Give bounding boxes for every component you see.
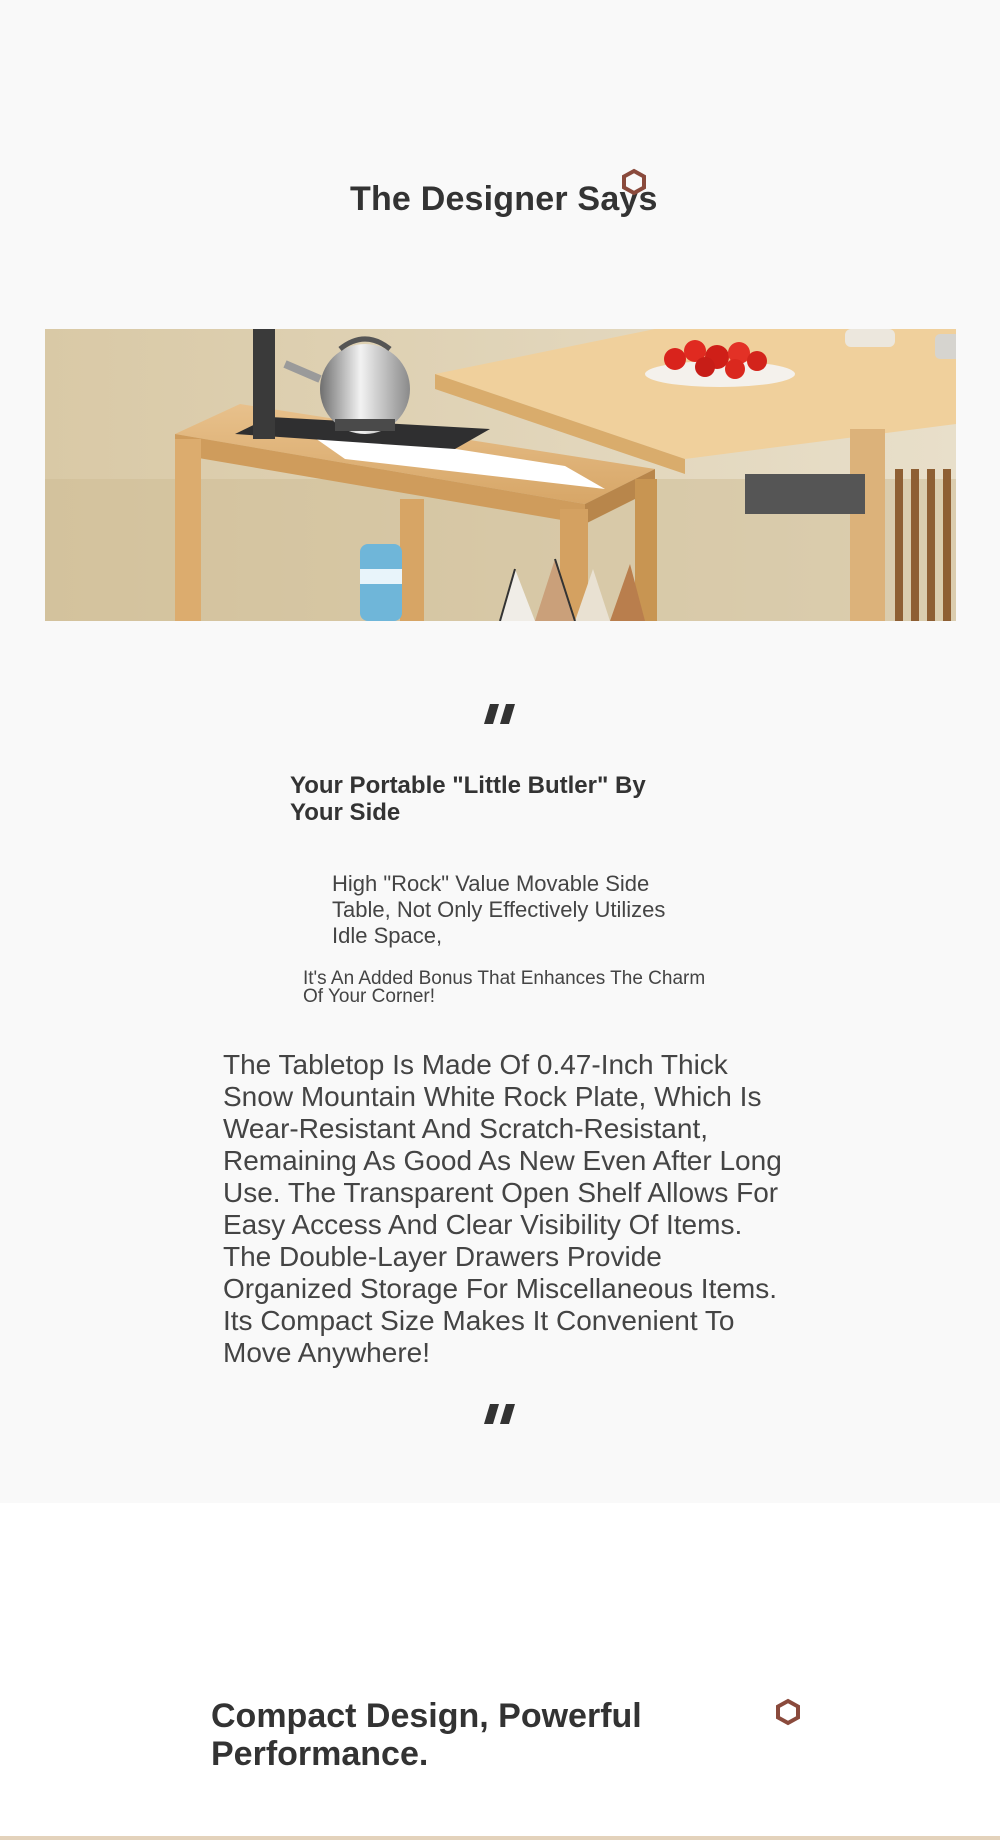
designer-body-text: The Tabletop Is Made Of 0.47-Inch Thick Snow Mountain White Rock Plate, Which Is Wear-Resistant And Scratch-Resistant, Remaining As Good As New Even After Long Use. The Transparent Open Shelf Allows For Easy Access And Clear Visibility Of Items. The Double-Layer Drawers Provide Organized Storage For Miscellaneous Items. Its Compact Size Makes It Convenient To Move Anywhere! bbox=[223, 1049, 782, 1368]
compact-heading: Compact Design, Powerful Performance. bbox=[211, 1697, 642, 1773]
designer-lead-text: High "Rock" Value Movable Side Table, Not Only Effectively Utilizes Idle Space, bbox=[332, 871, 666, 948]
hexagon-icon bbox=[774, 1698, 802, 1726]
close-quote-icon bbox=[482, 1400, 518, 1428]
hexagon-icon bbox=[620, 168, 648, 196]
compact-section bbox=[0, 1503, 1000, 1840]
designer-bonus-text: It's An Added Bonus That Enhances The Charm Of Your Corner! bbox=[303, 968, 706, 1007]
hero-image bbox=[45, 329, 956, 621]
designer-heading: The Designer Says bbox=[350, 180, 658, 218]
designer-subheading: Your Portable "Little Butler" By Your Side bbox=[290, 772, 646, 826]
bottom-divider bbox=[0, 1836, 1000, 1840]
open-quote-icon bbox=[482, 700, 518, 728]
